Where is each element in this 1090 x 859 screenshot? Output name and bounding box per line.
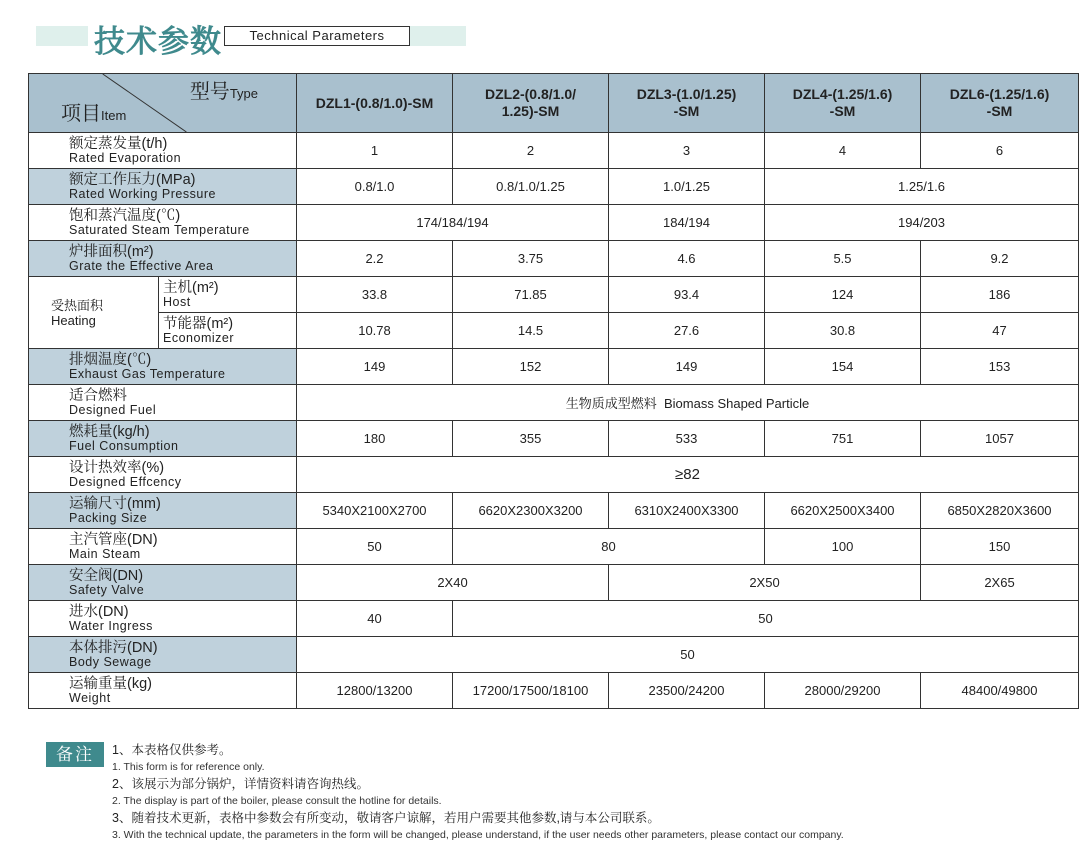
model-header: DZL4-(1.25/1.6) -SM bbox=[765, 74, 921, 133]
technical-parameters-table bbox=[28, 73, 1079, 709]
table-cell: 124 bbox=[765, 277, 921, 313]
item-label: 项目Item bbox=[61, 103, 127, 125]
table-cell: 1057 bbox=[921, 421, 1079, 457]
row-label: 燃耗量(kg/h) Fuel Consumption bbox=[29, 421, 297, 457]
row-sublabel: 节能器(m²) Economizer bbox=[159, 313, 297, 349]
row-label: 进水(DN) Water Ingress bbox=[29, 601, 297, 637]
table-row bbox=[29, 457, 1079, 493]
note-cn: 3、随着技术更新，表格中参数会有所变动，敬请客户谅解，若用户需要其他参数,请与本公司联系。 bbox=[112, 811, 660, 825]
row-label: 运输尺寸(mm) Packing Size bbox=[29, 493, 297, 529]
table-cell: 50 bbox=[297, 529, 453, 565]
row-label: 额定工作压力(MPa) Rated Working Pressure bbox=[29, 169, 297, 205]
note-cn: 1、本表格仅供参考。 bbox=[112, 743, 232, 757]
table-cell: 533 bbox=[609, 421, 765, 457]
row-label: 设计热效率(%) Designed Effcency bbox=[29, 457, 297, 493]
table-cell: 80 bbox=[453, 529, 765, 565]
table-row bbox=[29, 277, 1079, 313]
table-cell: 2X50 bbox=[609, 565, 921, 601]
table-cell: 2X65 bbox=[921, 565, 1079, 601]
table-cell: 4.6 bbox=[609, 241, 765, 277]
row-group-label: 受热面积 Heating bbox=[29, 277, 159, 349]
row-label: 排烟温度(℃) Exhaust Gas Temperature bbox=[29, 349, 297, 385]
table-cell: 150 bbox=[921, 529, 1079, 565]
table-row bbox=[29, 385, 1079, 421]
table-cell: 751 bbox=[765, 421, 921, 457]
table-cell: 2.2 bbox=[297, 241, 453, 277]
table-cell: 14.5 bbox=[453, 313, 609, 349]
table-cell: 154 bbox=[765, 349, 921, 385]
table-cell: 194/203 bbox=[765, 205, 1079, 241]
table-cell: 生物质成型燃料 Biomass Shaped Particle bbox=[297, 385, 1079, 421]
table-cell: 184/194 bbox=[609, 205, 765, 241]
row-label: 适合燃料 Designed Fuel bbox=[29, 385, 297, 421]
table-row bbox=[29, 565, 1079, 601]
table-cell: 152 bbox=[453, 349, 609, 385]
table-cell: 4 bbox=[765, 133, 921, 169]
table-cell: 23500/24200 bbox=[609, 673, 765, 709]
model-header: DZL3-(1.0/1.25) -SM bbox=[609, 74, 765, 133]
table-header-row bbox=[29, 74, 1079, 133]
table-cell: 6620X2500X3400 bbox=[765, 493, 921, 529]
table-cell: 50 bbox=[297, 637, 1079, 673]
page-subtitle: Technical Parameters bbox=[224, 26, 410, 46]
table-cell: 27.6 bbox=[609, 313, 765, 349]
table-cell: ≥82 bbox=[297, 457, 1079, 493]
table-cell: 2X40 bbox=[297, 565, 609, 601]
table-row bbox=[29, 313, 1079, 349]
table-cell: 93.4 bbox=[609, 277, 765, 313]
table-cell: 71.85 bbox=[453, 277, 609, 313]
table-cell: 1.25/1.6 bbox=[765, 169, 1079, 205]
row-label: 额定蒸发量(t/h) Rated Evaporation bbox=[29, 133, 297, 169]
table-cell: 6620X2300X3200 bbox=[453, 493, 609, 529]
table-row bbox=[29, 421, 1079, 457]
table-cell: 153 bbox=[921, 349, 1079, 385]
type-label: 型号Type bbox=[189, 81, 258, 103]
table-cell: 3 bbox=[609, 133, 765, 169]
row-label: 运输重量(kg) Weight bbox=[29, 673, 297, 709]
table-cell: 47 bbox=[921, 313, 1079, 349]
table-cell: 149 bbox=[297, 349, 453, 385]
table-cell: 1.0/1.25 bbox=[609, 169, 765, 205]
table-cell: 28000/29200 bbox=[765, 673, 921, 709]
row-label: 饱和蒸汽温度(℃) Saturated Steam Temperature bbox=[29, 205, 297, 241]
row-label: 主汽管座(DN) Main Steam bbox=[29, 529, 297, 565]
model-header: DZL2-(0.8/1.0/ 1.25)-SM bbox=[453, 74, 609, 133]
table-cell: 6 bbox=[921, 133, 1079, 169]
table-row bbox=[29, 601, 1079, 637]
table-cell: 17200/17500/18100 bbox=[453, 673, 609, 709]
header-corner-cell bbox=[29, 74, 297, 133]
row-sublabel: 主机(m²) Host bbox=[159, 277, 297, 313]
table-cell: 355 bbox=[453, 421, 609, 457]
table-cell: 10.78 bbox=[297, 313, 453, 349]
table-cell: 0.8/1.0/1.25 bbox=[453, 169, 609, 205]
table-cell: 174/184/194 bbox=[297, 205, 609, 241]
table-cell: 2 bbox=[453, 133, 609, 169]
table-cell: 100 bbox=[765, 529, 921, 565]
table-cell: 180 bbox=[297, 421, 453, 457]
note-en: 2. The display is part of the boiler, please consult the hotline for details. bbox=[112, 795, 442, 807]
table-cell: 12800/13200 bbox=[297, 673, 453, 709]
table-cell: 0.8/1.0 bbox=[297, 169, 453, 205]
table-cell: 1 bbox=[297, 133, 453, 169]
row-label: 本体排污(DN) Body Sewage bbox=[29, 637, 297, 673]
row-label: 炉排面积(m²) Grate the Effective Area bbox=[29, 241, 297, 277]
notes-list bbox=[112, 742, 844, 844]
table-row bbox=[29, 493, 1079, 529]
row-label: 安全阀(DN) Safety Valve bbox=[29, 565, 297, 601]
section-header bbox=[36, 18, 466, 58]
table-row bbox=[29, 673, 1079, 709]
table-cell: 5.5 bbox=[765, 241, 921, 277]
table-row bbox=[29, 637, 1079, 673]
table-cell: 149 bbox=[609, 349, 765, 385]
model-header: DZL1-(0.8/1.0)-SM bbox=[297, 74, 453, 133]
note-cn: 2、该展示为部分锅炉，详情资料请咨询热线。 bbox=[112, 777, 369, 791]
table-cell: 48400/49800 bbox=[921, 673, 1079, 709]
table-cell: 30.8 bbox=[765, 313, 921, 349]
model-header: DZL6-(1.25/1.6) -SM bbox=[921, 74, 1079, 133]
table-row bbox=[29, 133, 1079, 169]
table-row bbox=[29, 529, 1079, 565]
table-cell: 6310X2400X3300 bbox=[609, 493, 765, 529]
table-cell: 6850X2820X3600 bbox=[921, 493, 1079, 529]
table-cell: 50 bbox=[453, 601, 1079, 637]
note-en: 1. This form is for reference only. bbox=[112, 761, 265, 773]
table-cell: 33.8 bbox=[297, 277, 453, 313]
table-cell: 3.75 bbox=[453, 241, 609, 277]
note-en: 3. With the technical update, the parameters in the form will be changed, please understand, if the user needs other parameters, please contact our company. bbox=[112, 829, 844, 841]
table-cell: 5340X2100X2700 bbox=[297, 493, 453, 529]
table-cell: 9.2 bbox=[921, 241, 1079, 277]
table-cell: 40 bbox=[297, 601, 453, 637]
table-row bbox=[29, 241, 1079, 277]
page-title: 技术参数 bbox=[88, 16, 228, 61]
table-row bbox=[29, 205, 1079, 241]
table-row bbox=[29, 349, 1079, 385]
notes-tag: 备注 bbox=[46, 742, 104, 767]
table-row bbox=[29, 169, 1079, 205]
table-cell: 186 bbox=[921, 277, 1079, 313]
